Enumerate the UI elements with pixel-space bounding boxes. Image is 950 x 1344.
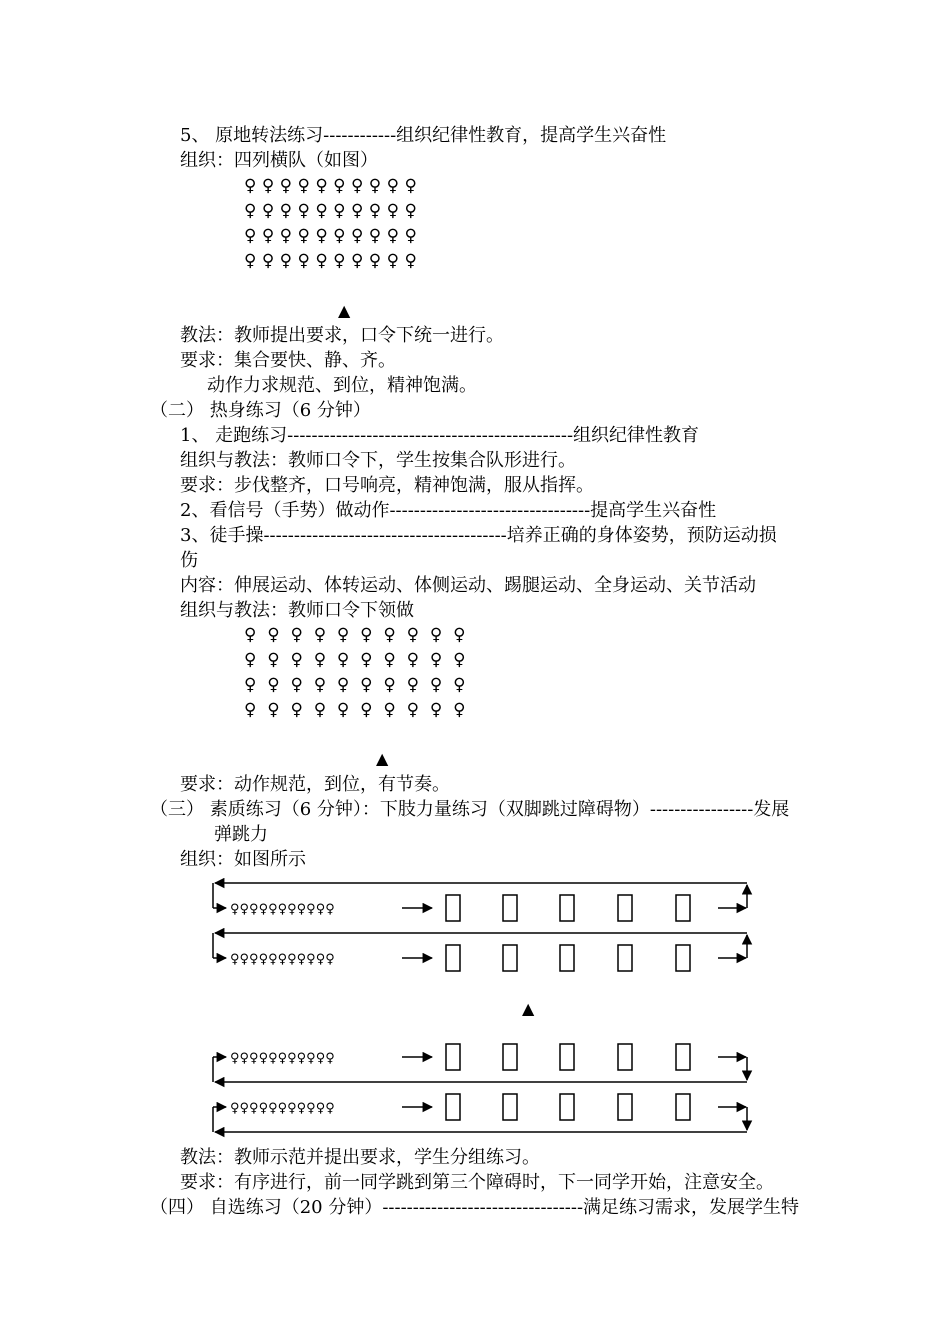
- section-3-heading: （三） 素质练习（6 分钟）：下肢力量练习（双脚跳过障碍物）-----------------发展: [150, 799, 790, 820]
- obstacle-box: [618, 945, 632, 971]
- item-signal: 2、看信号（手势）做动作---------------------------------提高学生兴奋性: [180, 500, 717, 521]
- obstacle-box: [503, 1094, 517, 1120]
- content-list: 内容：伸展运动、体转运动、体侧运动、踢腿运动、全身运动、关节活动: [180, 575, 756, 596]
- formation-row: ♀ ♀ ♀ ♀ ♀ ♀ ♀ ♀ ♀ ♀: [244, 226, 417, 246]
- formation-row: ♀ ♀ ♀ ♀ ♀ ♀ ♀ ♀ ♀ ♀: [244, 675, 466, 695]
- organization-label: 组织：如图所示: [180, 849, 306, 870]
- obstacle-box: [560, 945, 574, 971]
- formation-row: ♀ ♀ ♀ ♀ ♀ ♀ ♀ ♀ ♀ ♀: [244, 650, 466, 670]
- section-5-heading: 5、 原地转法练习------------组织纪律性教育，提高学生兴奋性: [180, 125, 667, 146]
- teaching-method: 教法：教师提出要求，口令下统一进行。: [180, 325, 504, 346]
- requirement: 要求：有序进行，前一同学跳到第三个障碍时，下一同学开始，注意安全。: [180, 1172, 774, 1193]
- requirement-continued: 动作力求规范、到位，精神饱满。: [207, 375, 477, 396]
- organization-label: 组织：四列横队（如图）: [180, 150, 378, 171]
- teacher-marker-icon: ▲: [376, 749, 389, 768]
- student-queue: ♀♀♀♀♀♀♀♀♀♀♀: [230, 902, 335, 917]
- formation-row: ♀ ♀ ♀ ♀ ♀ ♀ ♀ ♀ ♀ ♀: [244, 700, 466, 720]
- organization-method: 组织与教法：教师口令下领做: [180, 600, 414, 621]
- obstacle-box: [446, 1094, 460, 1120]
- obstacle-box: [446, 945, 460, 971]
- obstacle-box: [560, 1094, 574, 1120]
- section-3-heading-wrap: 弹跳力: [214, 824, 268, 845]
- formation-row: ♀ ♀ ♀ ♀ ♀ ♀ ♀ ♀ ♀ ♀: [244, 251, 417, 271]
- item-calisthenics-wrap: 伤: [180, 550, 198, 571]
- obstacle-box: [503, 945, 517, 971]
- teacher-marker-icon: ▲: [522, 999, 535, 1018]
- student-queue: ♀♀♀♀♀♀♀♀♀♀♀: [230, 1101, 335, 1116]
- teacher-marker-icon: ▲: [338, 301, 351, 320]
- requirement: 要求：动作规范，到位，有节奏。: [180, 774, 450, 795]
- formation-row: ♀ ♀ ♀ ♀ ♀ ♀ ♀ ♀ ♀ ♀: [244, 625, 466, 645]
- section-2-heading: （二） 热身练习（6 分钟）: [150, 400, 371, 421]
- teaching-method: 教法：教师示范并提出要求，学生分组练习。: [180, 1147, 540, 1168]
- obstacle-box: [676, 945, 690, 971]
- formation-row: ♀ ♀ ♀ ♀ ♀ ♀ ♀ ♀ ♀ ♀: [244, 176, 417, 196]
- obstacle-box: [676, 1044, 690, 1070]
- obstacle-box: [618, 1044, 632, 1070]
- requirement: 要求：集合要快、静、齐。: [180, 350, 396, 371]
- section-4-heading: （四） 自选练习（20 分钟）---------------------------------满足练习需求，发展学生特: [150, 1197, 800, 1218]
- formation-row: ♀ ♀ ♀ ♀ ♀ ♀ ♀ ♀ ♀ ♀: [244, 201, 417, 221]
- obstacle-box: [618, 895, 632, 921]
- obstacle-box: [446, 895, 460, 921]
- obstacle-box: [503, 895, 517, 921]
- obstacle-box: [560, 1044, 574, 1070]
- obstacle-box: [618, 1094, 632, 1120]
- item-walk-run: 1、 走跑练习-----------------------------------------------组织纪律性教育: [180, 425, 700, 446]
- student-queue: ♀♀♀♀♀♀♀♀♀♀♀: [230, 1051, 335, 1066]
- requirement: 要求：步伐整齐，口号响亮，精神饱满，服从指挥。: [180, 475, 594, 496]
- obstacle-box: [560, 895, 574, 921]
- student-queue: ♀♀♀♀♀♀♀♀♀♀♀: [230, 952, 335, 967]
- obstacle-box: [503, 1044, 517, 1070]
- organization-method: 组织与教法：教师口令下，学生按集合队形进行。: [180, 450, 576, 471]
- item-calisthenics: 3、徒手操----------------------------------------培养正确的身体姿势，预防运动损: [180, 525, 777, 546]
- obstacle-box: [676, 1094, 690, 1120]
- obstacle-box: [676, 895, 690, 921]
- obstacle-box: [446, 1044, 460, 1070]
